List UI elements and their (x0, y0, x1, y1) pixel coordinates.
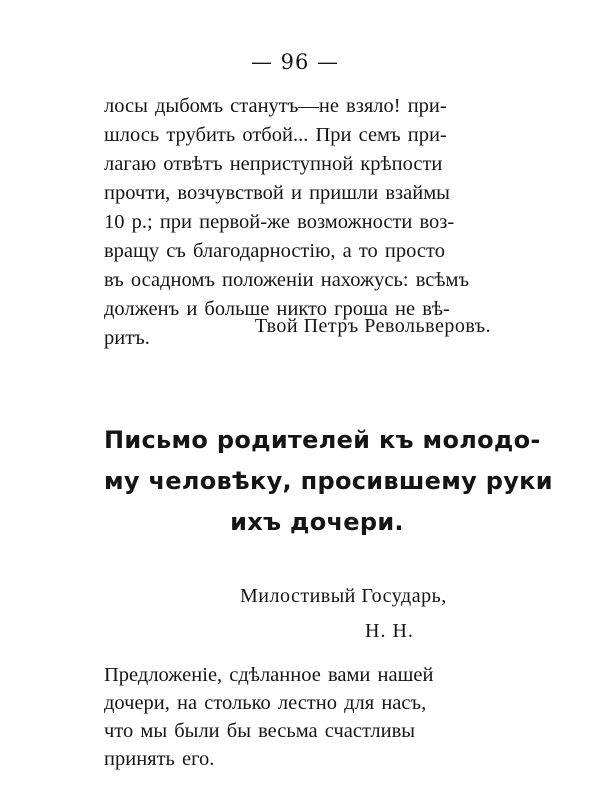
text-line: принять его. (104, 748, 215, 770)
text-line: дочери, на столько лестно для насъ, (104, 692, 427, 714)
text-line: 10 р.; при первой-же возможности воз- (104, 211, 455, 233)
letter-text-paragraph (104, 92, 530, 353)
text-line: лосы дыбомъ станутъ—не взяло! при- (104, 95, 447, 117)
addressee-initials: Н. Н. (365, 620, 414, 642)
heading-line: му человѣку, просившему руки (104, 467, 553, 495)
letter-text-paragraph (104, 661, 530, 773)
text-line: лагаю отвѣтъ неприступной крѣпости (104, 153, 443, 175)
text-line: вращу съ благодарностію, а то просто (104, 240, 445, 262)
text-line: Предложеніе, сдѣланное вами нашей (104, 664, 434, 686)
letter-salutation: Милостивый Государь, (240, 585, 447, 607)
text-line: прочти, возчувствой и пришли взаймы (104, 182, 450, 204)
text-line: долженъ и больше никто гроша не вѣ- (104, 298, 450, 320)
text-line: что мы были бы весьма счастливы (104, 720, 416, 742)
letter-signature: Твой Петръ Револьверовъ. (254, 315, 492, 337)
text-line: ритъ. (104, 327, 150, 349)
heading-line: ихъ дочери. (230, 508, 404, 536)
section-heading (104, 420, 553, 543)
text-line: шлось трубить отбой... При семъ при- (104, 124, 447, 146)
heading-line: Письмо родителей къ молодо- (104, 426, 541, 454)
text-line: въ осадномъ положеніи нахожусь: всѣмъ (104, 269, 470, 291)
page-number: — 96 — (250, 50, 340, 74)
